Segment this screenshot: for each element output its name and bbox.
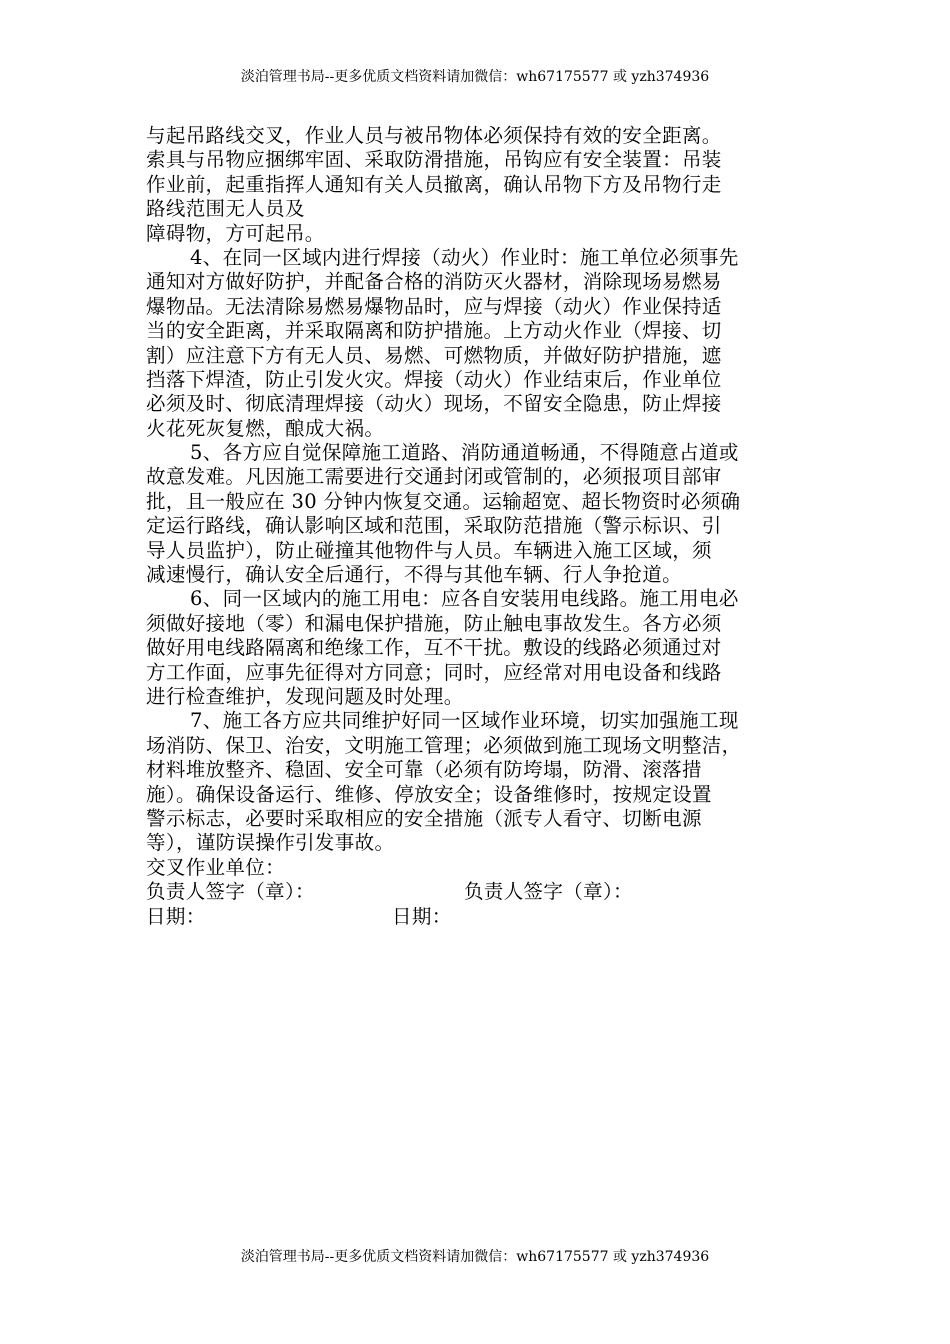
text-line: 做好用电线路隔离和绝缘工作，互不干扰。敷设的线路必须通过对 xyxy=(146,636,722,660)
text-line: 方工作面，应事先征得对方同意；同时，应经常对用电设备和线路 xyxy=(146,660,722,684)
date-right-label: 日期： xyxy=(392,904,452,928)
text-line: 作业前，起重指挥人通知有关人员撤离，确认吊物下方及吊物行走 xyxy=(146,172,722,196)
document-body xyxy=(146,124,822,929)
text-line: 定运行路线，确认影响区域和范围，采取防范措施（警示标识、引 xyxy=(146,514,722,538)
signer-row xyxy=(146,880,822,904)
date-row xyxy=(146,905,822,929)
text-line: 火花死灰复燃，酿成大祸。 xyxy=(146,416,385,440)
text-line: 障碍物，方可起吊。 xyxy=(146,221,325,245)
text-line: 批，且一般应在 30 分钟内恢复交通。运输超宽、超长物资时必须确 xyxy=(146,489,741,513)
text-line: 路线范围无人员及 xyxy=(146,197,305,221)
page-footer: 淡泊管理书局--更多优质文档资料请加微信：wh67175577 或 yzh374936 xyxy=(240,1249,710,1265)
text-line: 与起吊路线交叉，作业人员与被吊物体必须保持有效的安全距离。 xyxy=(146,124,722,147)
cross-work-unit-label: 交叉作业单位： xyxy=(146,855,285,879)
text-line: 当的安全距离，并采取隔离和防护措施。上方动火作业（焊接、切 xyxy=(146,319,722,343)
text-line: 爆物品。无法清除易燃易爆物品时，应与焊接（动火）作业保持适 xyxy=(146,294,722,318)
paragraph-5-start: 5、各方应自觉保障施工道路、消防通道畅通，不得随意占道或 xyxy=(190,441,739,465)
text-line: 割）应注意下方有无人员、易燃、可燃物质，并做好防护措施，遮 xyxy=(146,343,722,367)
text-line: 故意发难。凡因施工需要进行交通封闭或管制的，必须报项目部审 xyxy=(146,465,722,489)
text-line: 导人员监护），防止碰撞其他物件与人员。车辆进入施工区域，须 xyxy=(146,538,712,562)
signer-right-label: 负责人签字（章）： xyxy=(464,880,633,904)
text-line: 警示标志，必要时采取相应的安全措施（派专人看守、切断电源 xyxy=(146,806,702,830)
text-line: 进行检查维护，发现问题及时处理。 xyxy=(146,684,464,708)
paragraph-4-start: 4、在同一区域内进行焊接（动火）作业时：施工单位必须事先 xyxy=(190,245,739,269)
text-line: 场消防、保卫、治安，文明施工管理；必须做到施工现场文明整洁， xyxy=(146,733,742,757)
text-line: 材料堆放整齐、稳固、安全可靠（必须有防垮塌，防滑、滚落措 xyxy=(146,758,702,782)
text-line: 等），谨防误操作引发事故。 xyxy=(146,831,395,855)
page-header: 淡泊管理书局--更多优质文档资料请加微信：wh67175577 或 yzh374936 xyxy=(240,69,710,85)
text-line: 须做好接地（零）和漏电保护措施，防止触电事故发生。各方必须 xyxy=(146,611,722,635)
signer-left-label: 负责人签字（章）： xyxy=(146,880,315,904)
text-line: 必须及时、彻底清理焊接（动火）现场，不留安全隐患，防止焊接 xyxy=(146,392,722,416)
text-line: 施）。确保设备运行、维修、停放安全；设备维修时，按规定设置 xyxy=(146,782,712,806)
paragraph-6-start: 6、同一区域内的施工用电：应各自安装用电线路。施工用电必 xyxy=(190,587,739,611)
paragraph-7-start: 7、施工各方应共同维护好同一区域作业环境，切实加强施工现 xyxy=(190,709,739,733)
date-left-label: 日期： xyxy=(146,904,206,928)
text-line: 减速慢行，确认安全后通行，不得与其他车辆、行人争抢道。 xyxy=(146,563,682,587)
text-line: 通知对方做好防护，并配备合格的消防灭火器材，消除现场易燃易 xyxy=(146,270,722,294)
text-line: 索具与吊物应捆绑牢固、采取防滑措施，吊钩应有安全装置：吊装 xyxy=(146,148,722,172)
text-line: 挡落下焊渣，防止引发火灾。焊接（动火）作业结束后，作业单位 xyxy=(146,367,722,391)
